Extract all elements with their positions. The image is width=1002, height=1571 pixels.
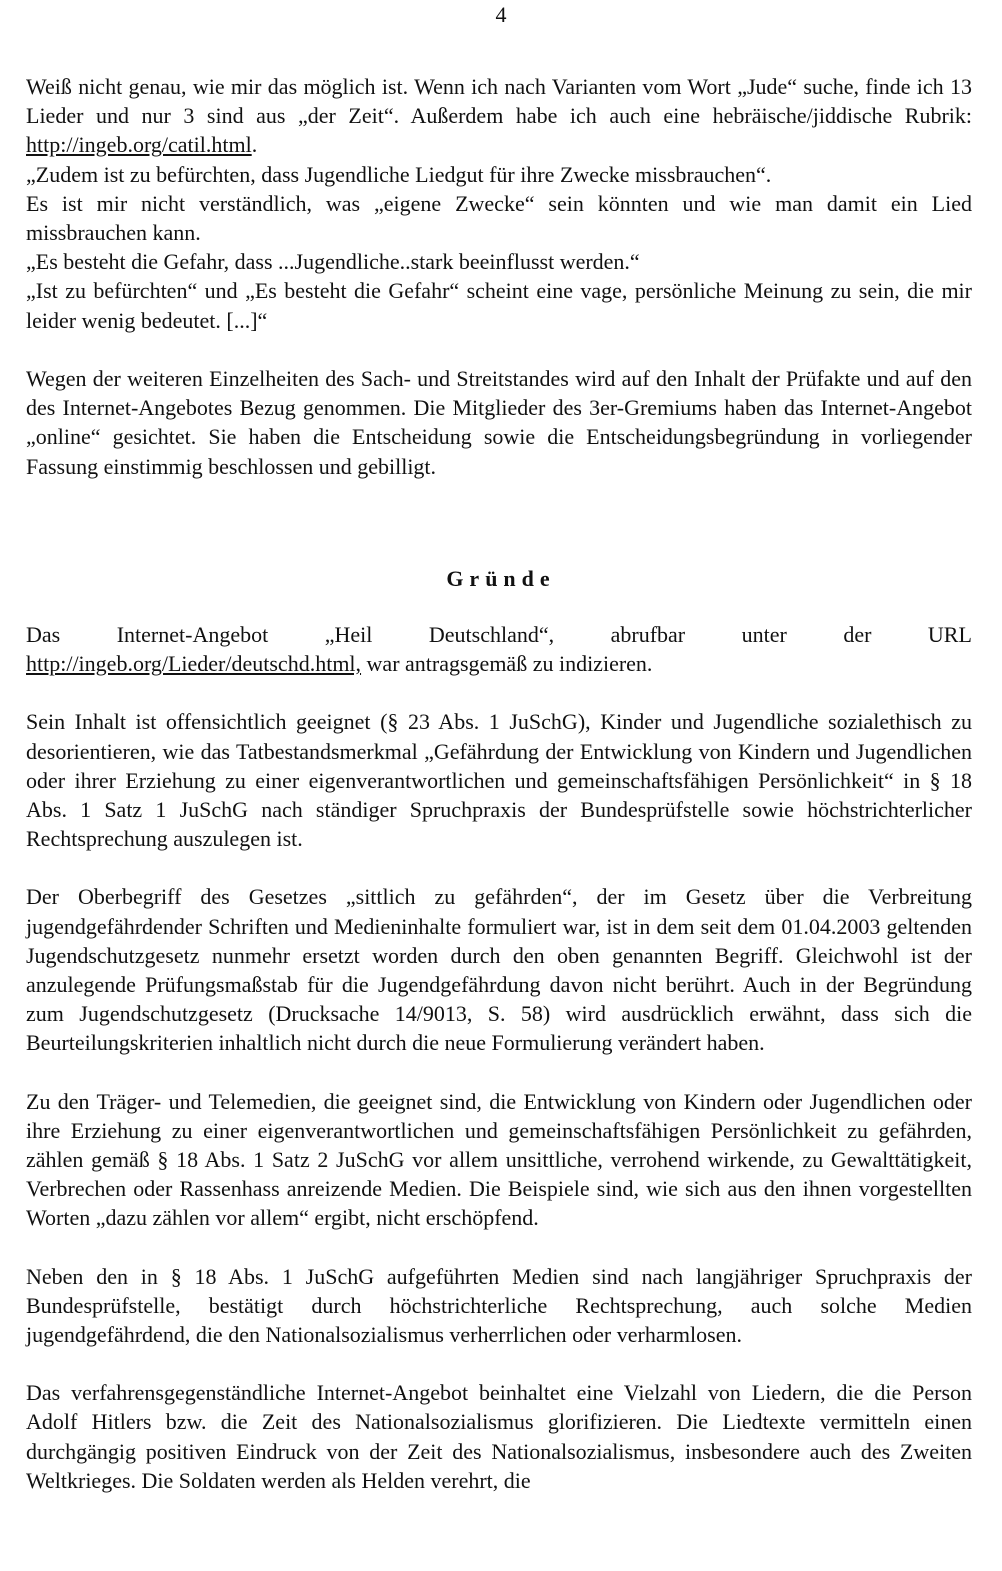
details-paragraph: Wegen der weiteren Einzelheiten des Sach- und Streitstandes wird auf den Inhalt der Prüfakte und auf den des Internet-Angebotes Bezug genommen. Die Mitglieder des 3er-Gremiums haben das Internet-Angebot „online“ gesichtet. Sie haben die Entscheidung sowie die Entscheidungsbegründung in vorliegender Fassung einstimmig beschlossen und gebilligt. (26, 366, 972, 479)
grounds-paragraph-3: Der Oberbegriff des Gesetzes „sittlich zu gefährden“, der im Gesetz über die Verbreitung jugendgefährdender Schriften und Medieninhalte formuliert war, ist in dem seit dem 01.04.2003 geltenden Jugendschutzgesetz nunmehr ersetzt worden durch den oben genannten Begriff. Gleichwohl ist der anzulegende Prüfungsmaßstab für die Jugendgefährdung davon nicht berührt. Auch in der Begründung zum Jugendschutzgesetz (Drucksache 14/9013, S. 58) wird ausdrücklich erwähnt, dass sich die Beurteilungskriterien inhaltlich nicht durch die neue Formulierung verändert haben. (26, 884, 972, 1056)
paragraph-spacer (26, 1058, 972, 1087)
quote-line-4: „Es besteht die Gefahr, dass ...Jugendliche..stark beeinflusst werden.“ (26, 249, 640, 275)
grounds-paragraph-1-rest: war antragsgemäß zu indizieren. (361, 651, 653, 677)
paragraph-spacer (26, 1233, 972, 1262)
word: unter (741, 622, 787, 647)
grounds-paragraph-5: Neben den in § 18 Abs. 1 JuSchG aufgeführten Medien sind nach langjähriger Spruchpraxis der Bundesprüfstelle, bestätigt durch höchstrichterliche Rechtsprechung, auch solche Medien jugendgefährdend, die den Nationalsozialismus verherrlichen oder verharmlosen. (26, 1263, 972, 1348)
grounds-paragraph-6: Das verfahrensgegenständliche Internet-Angebot beinhaltet eine Vielzahl von Liedern, die die Person Adolf Hitlers bzw. die Zeit des Nationalsozialismus glorifizieren. Die Liedtexte vermitteln einen durchgängig positiven Eindruck von der Zeit des Nationalsozialismus, insbesondere auch des Zweiten Weltkrieges. Die Soldaten werden als Helden verehrt, die (26, 1380, 972, 1493)
word: „Heil (324, 622, 373, 647)
quote-line-2: „Zudem ist zu befürchten, dass Jugendliche Liedgut für ihre Zwecke missbrauchen“. (26, 161, 772, 187)
word: URL (927, 622, 972, 647)
word: Deutschland“, (428, 622, 555, 647)
word: der (843, 622, 872, 647)
paragraph-spacer (26, 678, 972, 707)
quoted-statement (26, 72, 972, 335)
grounds-paragraph-1-line-1 (26, 620, 972, 649)
grounds-paragraph-1-line-2 (26, 649, 972, 678)
deutschd-link[interactable]: http://ingeb.org/Lieder/deutschd.html, (26, 651, 362, 677)
page-number: 4 (495, 2, 507, 27)
quote-text-1-end: . (251, 132, 258, 158)
quote-text-1: Weiß nicht genau, wie mir das möglich ist. Wenn ich nach Varianten vom Wort „Jude“ suche, finde ich 13 Lieder und nur 3 sind aus „der Zeit“. Außerdem habe ich auch eine hebräische/jiddische Rubrik: (26, 74, 972, 129)
paragraph-spacer (26, 1349, 972, 1378)
grounds-paragraph-2: Sein Inhalt ist offensichtlich geeignet (§ 23 Abs. 1 JuSchG), Kinder und Jugendliche sozialethisch zu desorientieren, wie das Tatbestandsmerkmal „Gefährdung der Entwicklung von Kindern und Jugendlichen oder ihrer Erziehung zu einer eigenverantwortlichen und gemeinschaftsfähigen Persönlichkeit“ in § 18 Abs. 1 Satz 1 JuSchG nach ständiger Spruchpraxis der Bundesprüfstelle sowie höchstrichterlicher Rechtsprechung auszulegen ist. (26, 709, 972, 852)
grounds-section (26, 620, 972, 1495)
quote-paragraph-1 (26, 72, 972, 160)
details-section (26, 364, 972, 481)
word: abrufbar (610, 622, 686, 647)
quote-line-3: Es ist mir nicht verständlich, was „eigene Zwecke“ sein könnten und wie man damit ein Lied missbrauchen kann. (26, 190, 972, 246)
quote-line-5: „Ist zu befürchten“ und „Es besteht die Gefahr“ scheint eine vage, persönliche Meinung zu sein, die mir leider wenig bedeutet. [...]“ (26, 278, 972, 333)
word: Internet-Angebot (116, 622, 269, 647)
catil-link[interactable]: http://ingeb.org/catil.html (26, 132, 252, 158)
word: Das (26, 622, 61, 647)
section-heading: Gründe (446, 566, 556, 591)
grounds-paragraph-4: Zu den Träger- und Telemedien, die geeignet sind, die Entwicklung von Kindern oder Jugendlichen oder ihre Erziehung zu einer eigenverantwortlichen und gemeinschaftsfähigen Persönlichkeit zu gefährden, zählen gemäß § 18 Abs. 1 Satz 2 JuSchG vor allem unsittliche, verrohend wirkende, zu Gewalttätigkeit, Verbrechen oder Rassenhass anreizende Medien. Die Beispiele sind, wie sich aus den ihnen vorgestellten Worten „dazu zählen vor allem“ ergibt, nicht erschöpfend. (26, 1088, 972, 1231)
paragraph-spacer (26, 853, 972, 882)
